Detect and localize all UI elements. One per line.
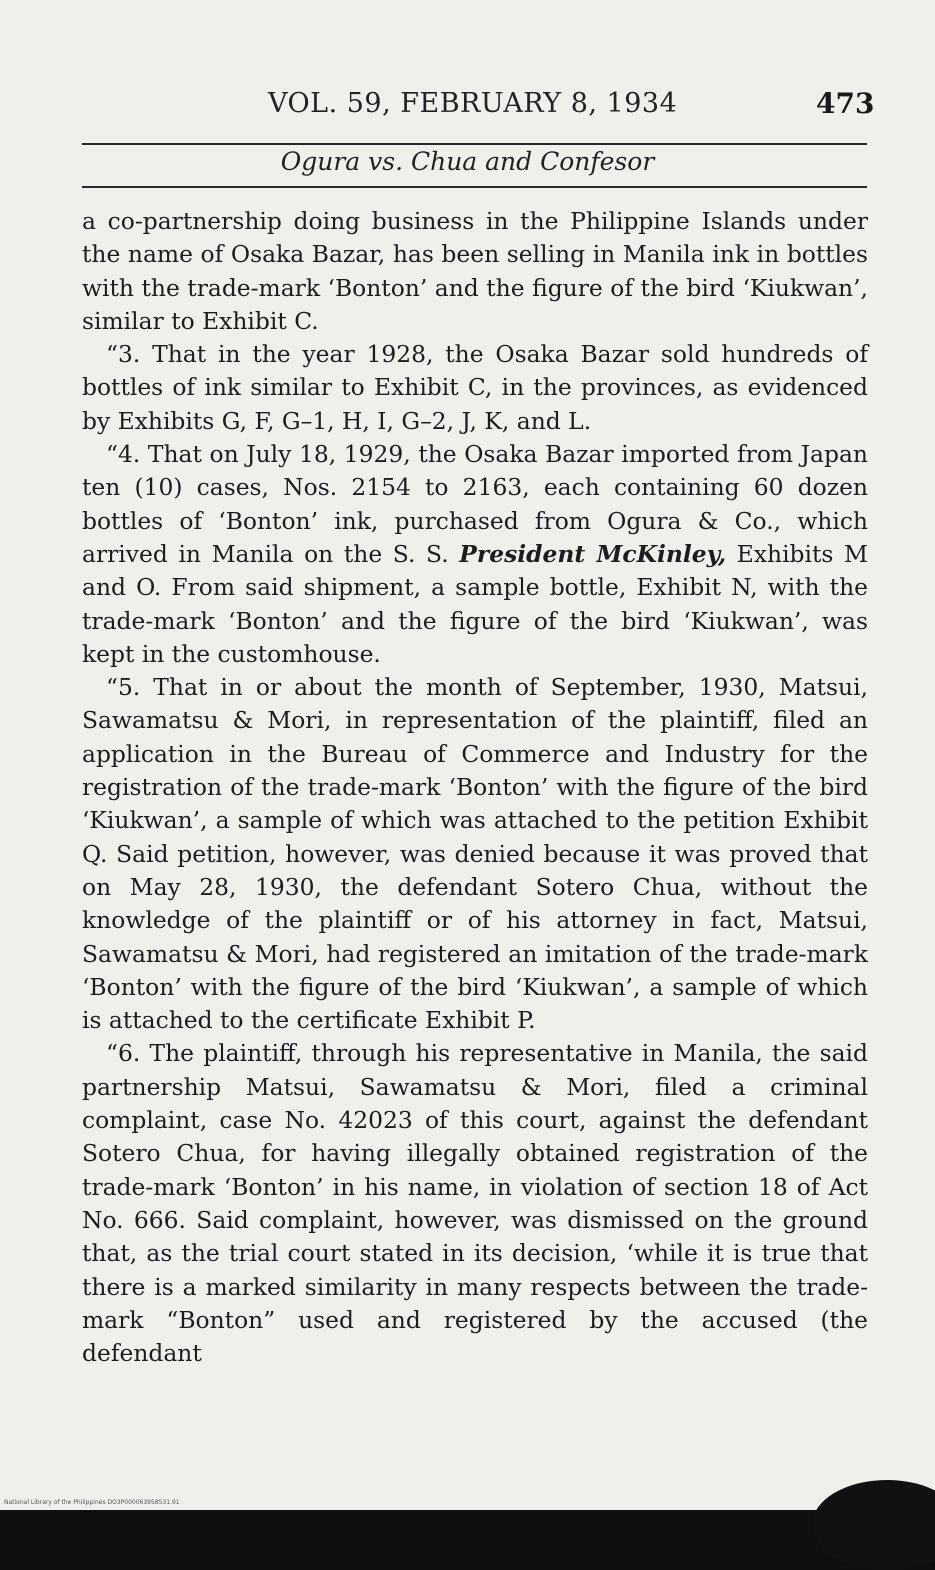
ship-name: President McKinley, [459,539,727,568]
paragraph-continuation: a co-partnership doing business in the Philippine Islands under the name of Osaka Bazar, has been selling in Manila ink in bottles with the trade-mark ‘Bonton’ and the figure of the bird ‘Kiukwan’, similar to Exhibit C. [82,207,868,335]
paragraph-4 [82,438,868,671]
paragraph-6: “6. The plaintiff, through his representative in Manila, the said partnership Matsui, Sawamatsu & Mori, filed a criminal complaint, case No. 42023 of this court, against the defendant Sotero Chua, for having illegally obtained registration of the trade-mark ‘Bonton’ in his name, in violation of section 18 of Act No. 666. Said complaint, however, was dismissed on the ground that, as the trial court stated in its decision, ‘while it is true that there is a marked similarity in many respects between the trade-mark “Bonton” used and registered by the accused (the defendant [82,1039,868,1368]
body-text [82,205,868,1370]
paragraph-3: “3. That in the year 1928, the Osaka Bazar sold hundreds of bottles of ink similar to Exhibit C, in the provinces, as evidenced by Exhibits G, F, G–1, H, I, G–2, J, K, and L. [82,340,868,435]
paragraph-4-text-b: Exhibits M and O. From said shipment, a sample bottle, Exhibit N, with the trade-mark ‘Bonton’ and the figure of the bird ‘Kiukwan’, was kept in the customhouse. [82,539,868,668]
scan-credit: National Library of the Philippines DO3P000063958531.91 [4,1499,180,1506]
running-head: VOL. 59, FEBRUARY 8, 1934 [268,88,678,119]
paragraph-5: “5. That in or about the month of September, 1930, Matsui, Sawamatsu & Mori, in representation of the plaintiff, filed an application in the Bureau of Commerce and Industry for the registration of the trade-mark ‘Bonton’ with the figure of the bird ‘Kiukwan’, a sample of which was attached to the petition Exhibit Q. Said petition, however, was denied because it was proved that on May 28, 1930, the defendant Sotero Chua, without the knowledge of the plaintiff or of his attorney in fact, Matsui, Sawamatsu & Mori, had registered an imitation of the trade-mark ‘Bonton’ with the figure of the bird ‘Kiukwan’, a sample of which is attached to the certificate Exhibit P. [82,673,868,1035]
paragraph-4-text-a: “4. That on July 18, 1929, the Osaka Bazar imported from Japan ten (10) cases, Nos. 2154 to 2163, each containing 60 dozen bottles of ‘Bonton’ ink, purchased from Ogura & Co., which arrived in Manila on the S. S. [82,440,868,568]
page-number: 473 [816,87,875,120]
title-rule [82,186,867,188]
case-title: Ogura vs. Chua and Confesor [280,147,655,176]
scan-thumb-shadow [812,1480,935,1570]
header-rule [82,143,867,145]
